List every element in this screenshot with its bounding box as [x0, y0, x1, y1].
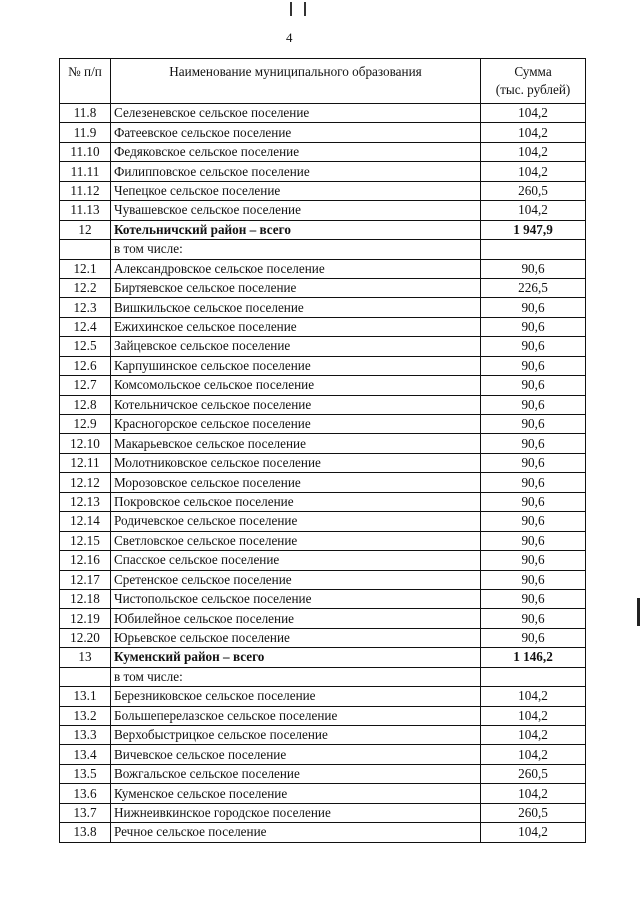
row-name: Куменский район – всего — [111, 648, 481, 667]
table-row — [60, 667, 586, 686]
row-sum: 90,6 — [481, 512, 586, 531]
row-sum: 104,2 — [481, 745, 586, 764]
table-row — [60, 453, 586, 472]
table-row — [60, 298, 586, 317]
row-number: 12.11 — [60, 453, 111, 472]
row-name: Речное сельское поселение — [111, 823, 481, 842]
row-sum: 104,2 — [481, 201, 586, 220]
row-sum: 90,6 — [481, 492, 586, 511]
row-number: 13 — [60, 648, 111, 667]
row-name: Котельничское сельское поселение — [111, 395, 481, 414]
row-name: Вичевское сельское поселение — [111, 745, 481, 764]
row-sum: 104,2 — [481, 123, 586, 142]
row-sum: 90,6 — [481, 551, 586, 570]
table-row — [60, 278, 586, 297]
row-number: 12.5 — [60, 337, 111, 356]
table-row — [60, 687, 586, 706]
row-sum: 1 947,9 — [481, 220, 586, 239]
table-row — [60, 317, 586, 336]
row-name: Родичевское сельское поселение — [111, 512, 481, 531]
row-number: 11.8 — [60, 104, 111, 123]
row-sum: 104,2 — [481, 162, 586, 181]
table-row — [60, 473, 586, 492]
table-row — [60, 434, 586, 453]
row-number: 12.15 — [60, 531, 111, 550]
row-sum: 104,2 — [481, 784, 586, 803]
table-row — [60, 123, 586, 142]
row-number: 12 — [60, 220, 111, 239]
row-number: 12.20 — [60, 628, 111, 647]
table-row — [60, 201, 586, 220]
table-row — [60, 745, 586, 764]
table-row — [60, 104, 586, 123]
table-row — [60, 259, 586, 278]
row-number: 12.17 — [60, 570, 111, 589]
row-sum: 90,6 — [481, 434, 586, 453]
header-name: Наименование муниципального образования — [111, 59, 481, 104]
table-row — [60, 706, 586, 725]
table-row — [60, 589, 586, 608]
table-row — [60, 764, 586, 783]
table-body — [60, 104, 586, 843]
row-sum: 90,6 — [481, 376, 586, 395]
header-sum-line1: Сумма — [514, 64, 552, 79]
table-row — [60, 628, 586, 647]
row-sum: 90,6 — [481, 415, 586, 434]
row-number: 12.10 — [60, 434, 111, 453]
row-name: Юбилейное сельское поселение — [111, 609, 481, 628]
row-sum: 104,2 — [481, 687, 586, 706]
row-number: 12.19 — [60, 609, 111, 628]
header-sum-line2: (тыс. рублей) — [495, 82, 571, 97]
row-number: 12.7 — [60, 376, 111, 395]
row-number: 11.10 — [60, 142, 111, 161]
row-number: 12.8 — [60, 395, 111, 414]
row-number: 12.12 — [60, 473, 111, 492]
row-sum: 90,6 — [481, 395, 586, 414]
row-number: 11.13 — [60, 201, 111, 220]
row-name: Березниковское сельское поселение — [111, 687, 481, 706]
allocation-table — [59, 58, 586, 843]
row-sum: 90,6 — [481, 628, 586, 647]
row-name: Вишкильское сельское поселение — [111, 298, 481, 317]
row-number: 12.14 — [60, 512, 111, 531]
row-name: Покровское сельское поселение — [111, 492, 481, 511]
row-name: Александровское сельское поселение — [111, 259, 481, 278]
row-name: Чувашевское сельское поселение — [111, 201, 481, 220]
row-name: Биртяевское сельское поселение — [111, 278, 481, 297]
row-name: Сретенское сельское поселение — [111, 570, 481, 589]
row-name: Морозовское сельское поселение — [111, 473, 481, 492]
row-name: Чистопольское сельское поселение — [111, 589, 481, 608]
binding-mark — [290, 2, 306, 16]
row-number: 11.12 — [60, 181, 111, 200]
row-sum: 1 146,2 — [481, 648, 586, 667]
row-number — [60, 240, 111, 259]
row-name: Вожгальское сельское поселение — [111, 764, 481, 783]
row-name: Красногорское сельское поселение — [111, 415, 481, 434]
row-number: 13.4 — [60, 745, 111, 764]
row-name: Котельничский район – всего — [111, 220, 481, 239]
table-row — [60, 512, 586, 531]
row-number: 11.9 — [60, 123, 111, 142]
table-row — [60, 726, 586, 745]
row-name: Ежихинское сельское поселение — [111, 317, 481, 336]
row-number: 13.8 — [60, 823, 111, 842]
header-sum — [481, 59, 586, 104]
row-number: 12.4 — [60, 317, 111, 336]
table-row — [60, 803, 586, 822]
row-name: Верхобыстрицкое сельское поселение — [111, 726, 481, 745]
table-row — [60, 220, 586, 239]
table-row — [60, 609, 586, 628]
page-number-value: 4 — [286, 30, 295, 45]
row-number: 12.16 — [60, 551, 111, 570]
table-row — [60, 415, 586, 434]
table-row — [60, 337, 586, 356]
row-sum: 90,6 — [481, 531, 586, 550]
row-number: 13.7 — [60, 803, 111, 822]
table-row — [60, 162, 586, 181]
row-sum: 260,5 — [481, 803, 586, 822]
row-number: 12.13 — [60, 492, 111, 511]
row-sum: 90,6 — [481, 589, 586, 608]
row-number: 12.3 — [60, 298, 111, 317]
table-row — [60, 551, 586, 570]
row-name: Комсомольское сельское поселение — [111, 376, 481, 395]
table-row — [60, 531, 586, 550]
row-sum: 90,6 — [481, 356, 586, 375]
row-number: 11.11 — [60, 162, 111, 181]
row-number: 12.9 — [60, 415, 111, 434]
row-number: 13.1 — [60, 687, 111, 706]
row-sum: 90,6 — [481, 337, 586, 356]
row-sum: 104,2 — [481, 706, 586, 725]
row-name: Спасское сельское поселение — [111, 551, 481, 570]
header-number: № п/п — [60, 59, 111, 104]
table-row — [60, 823, 586, 842]
row-number: 12.18 — [60, 589, 111, 608]
row-name: в том числе: — [111, 667, 481, 686]
table-row — [60, 376, 586, 395]
row-name: Карпушинское сельское поселение — [111, 356, 481, 375]
row-sum: 104,2 — [481, 726, 586, 745]
row-number: 13.6 — [60, 784, 111, 803]
row-name: Светловское сельское поселение — [111, 531, 481, 550]
row-number: 13.5 — [60, 764, 111, 783]
row-name: в том числе: — [111, 240, 481, 259]
row-sum: 90,6 — [481, 570, 586, 589]
row-sum: 90,6 — [481, 609, 586, 628]
table-row — [60, 142, 586, 161]
row-name: Молотниковское сельское поселение — [111, 453, 481, 472]
row-name: Селезеневское сельское поселение — [111, 104, 481, 123]
row-name: Юрьевское сельское поселение — [111, 628, 481, 647]
row-name: Большеперелазское сельское поселение — [111, 706, 481, 725]
row-name: Фатеевское сельское поселение — [111, 123, 481, 142]
row-sum: 260,5 — [481, 181, 586, 200]
row-sum: 226,5 — [481, 278, 586, 297]
table-row — [60, 181, 586, 200]
table-row — [60, 240, 586, 259]
row-sum: 104,2 — [481, 104, 586, 123]
row-name: Макарьевское сельское поселение — [111, 434, 481, 453]
row-number: 12.1 — [60, 259, 111, 278]
table-row — [60, 784, 586, 803]
row-sum: 90,6 — [481, 453, 586, 472]
row-name: Чепецкое сельское поселение — [111, 181, 481, 200]
row-number: 12.2 — [60, 278, 111, 297]
row-sum: 104,2 — [481, 142, 586, 161]
table-row — [60, 570, 586, 589]
row-sum — [481, 240, 586, 259]
row-sum: 260,5 — [481, 764, 586, 783]
row-sum: 90,6 — [481, 259, 586, 278]
row-sum: 90,6 — [481, 473, 586, 492]
row-number: 13.3 — [60, 726, 111, 745]
table-row — [60, 648, 586, 667]
row-number — [60, 667, 111, 686]
row-name: Нижнеивкинское городское поселение — [111, 803, 481, 822]
row-number: 12.6 — [60, 356, 111, 375]
table-row — [60, 395, 586, 414]
row-name: Куменское сельское поселение — [111, 784, 481, 803]
row-number: 13.2 — [60, 706, 111, 725]
row-sum: 90,6 — [481, 317, 586, 336]
row-sum: 90,6 — [481, 298, 586, 317]
row-name: Зайцевское сельское поселение — [111, 337, 481, 356]
page-number — [286, 30, 295, 46]
table-row — [60, 356, 586, 375]
row-name: Филипповское сельское поселение — [111, 162, 481, 181]
table-row — [60, 492, 586, 511]
row-name: Федяковское сельское поселение — [111, 142, 481, 161]
row-sum: 104,2 — [481, 823, 586, 842]
row-sum — [481, 667, 586, 686]
table-header-row — [60, 59, 586, 104]
